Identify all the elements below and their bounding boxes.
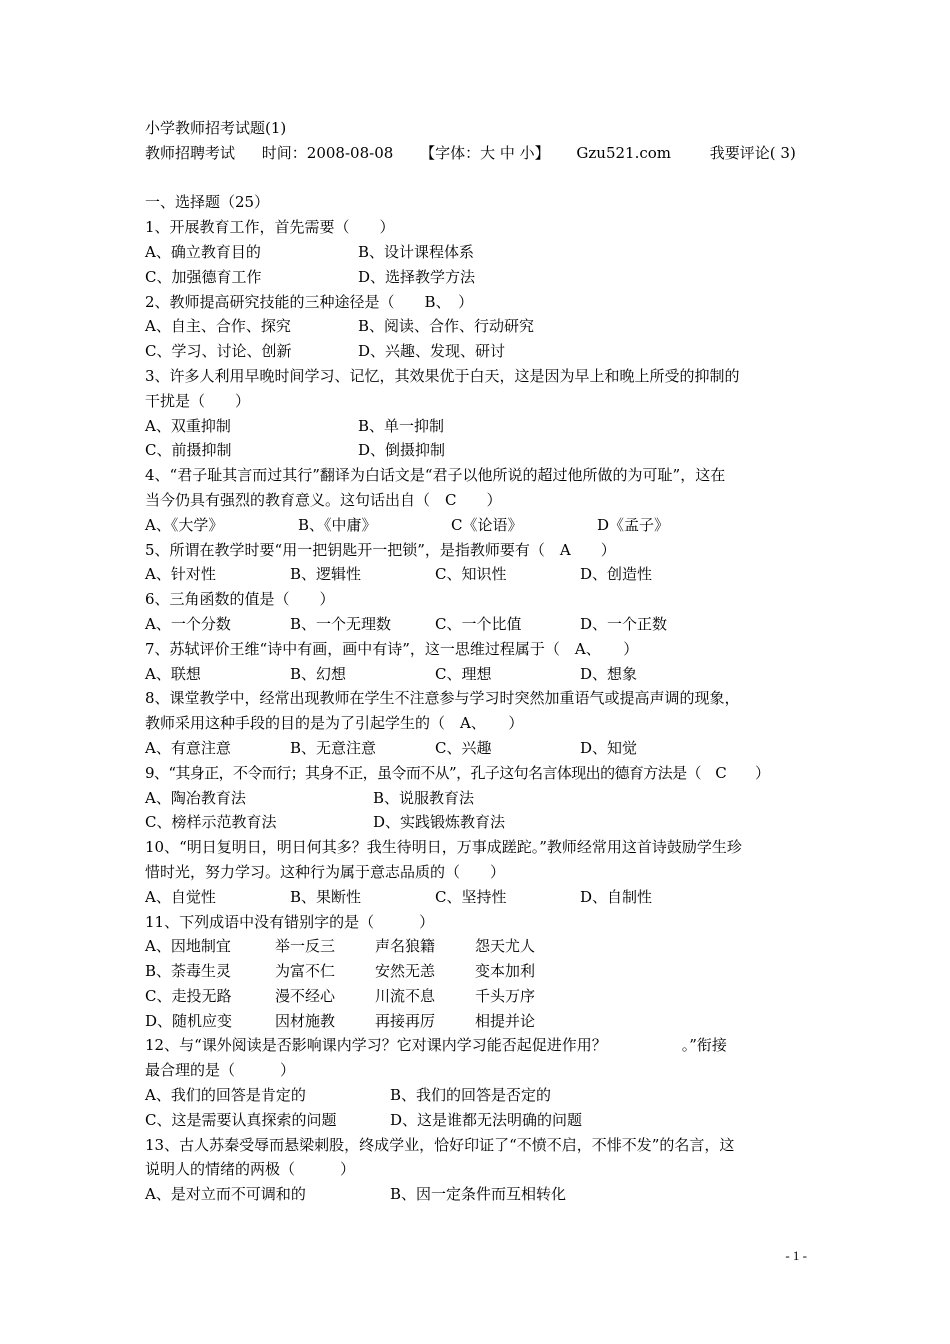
option-d: D、兴趣、发现、研讨	[358, 342, 506, 361]
option-b: B、阅读、合作、行动研究	[358, 317, 535, 336]
question-3-options-row-2	[145, 438, 810, 463]
option-a: A、自主、合作、探究	[145, 317, 291, 336]
question-6-options	[145, 612, 810, 637]
question-12-options-row-2	[145, 1108, 810, 1133]
option-c: C、加强德育工作	[145, 267, 262, 286]
option-d: D、知觉	[580, 738, 638, 757]
idiom: 漫不经心	[275, 986, 336, 1005]
idiom: 川流不息	[375, 986, 436, 1005]
question-1-options-row-2	[145, 265, 810, 290]
option-a: A、陶冶教育法	[145, 788, 246, 807]
question-5-options	[145, 562, 810, 587]
option-a: A、有意注意	[145, 738, 231, 757]
option-c: C、前摄抑制	[145, 441, 232, 460]
question-13-line-2: 说明人的情绪的两极（ ）	[145, 1160, 356, 1179]
question-8-options	[145, 736, 810, 761]
question-6: 6、三角函数的值是（ ）	[145, 590, 335, 609]
option-c: C、知识性	[435, 565, 507, 584]
option-b: B、逻辑性	[290, 565, 362, 584]
question-12-options-row-1	[145, 1083, 810, 1108]
question-11: 11、下列成语中没有错别字的是（ ）	[145, 912, 435, 931]
question-2: 2、教师提高研究技能的三种途径是（ B、 ）	[145, 292, 474, 311]
question-5: 5、所谓在教学时要“用一把钥匙开一把锁”，是指教师要有（ A ）	[145, 540, 616, 559]
question-11-option-a	[145, 934, 810, 959]
question-2-options-row-1	[145, 314, 810, 339]
question-12-line-1: 12、与“课外阅读是否影响课内学习？它对课内学习能否起促进作用？ 。”衔接	[145, 1036, 727, 1055]
question-3-options-row-1	[145, 414, 810, 439]
question-4-line-1: 4、“君子耻其言而过其行”翻译为白话文是“君子以他所说的超过他所做的为可耻”，这在	[145, 466, 726, 485]
option-b: B、一个无理数	[290, 614, 392, 633]
meta-category: 教师招聘考试	[145, 143, 236, 162]
option-b: B、果断性	[290, 887, 362, 906]
option-c: C、理想	[435, 664, 492, 683]
idiom: 相提并论	[475, 1011, 536, 1030]
question-8-line-2: 教师采用这种手段的目的是为了引起学生的（ A、 ）	[145, 714, 524, 733]
option-a: A、《大学》	[145, 515, 224, 534]
idiom: 千头万序	[475, 986, 536, 1005]
spacer	[145, 166, 810, 191]
idiom: A、因地制宜	[145, 937, 231, 956]
option-b: B、无意注意	[290, 738, 377, 757]
meta-site: Gzu521.com	[576, 143, 672, 162]
option-d: D、倒摄抑制	[358, 441, 446, 460]
option-d: D、创造性	[580, 565, 653, 584]
option-c: C、学习、讨论、创新	[145, 342, 292, 361]
question-4-line-2: 当今仍具有强烈的教育意义。这句话出自（ C ）	[145, 490, 502, 509]
option-a: A、确立教育目的	[145, 242, 261, 261]
question-1: 1、开展教育工作，首先需要（ ）	[145, 218, 395, 237]
question-3-line-2: 干扰是（ ）	[145, 391, 251, 410]
idiom: 变本加利	[475, 962, 536, 981]
option-b: B、幻想	[290, 664, 347, 683]
option-a: A、联想	[145, 664, 201, 683]
question-8-line-1: 8、课堂教学中，经常出现教师在学生不注意参与学习时突然加重语气或提高声调的现象，	[145, 689, 740, 708]
option-d: D、想象	[580, 664, 638, 683]
option-a: A、一个分数	[145, 614, 231, 633]
idiom: 举一反三	[275, 937, 336, 956]
question-11-option-d	[145, 1009, 810, 1034]
option-b: B、《中庸》	[298, 515, 377, 534]
question-2-options-row-2	[145, 339, 810, 364]
option-d: D、自制性	[580, 887, 653, 906]
idiom: 为富不仁	[275, 962, 336, 981]
question-7: 7、苏轼评价王维“诗中有画，画中有诗”，这一思维过程属于（ A、 ）	[145, 639, 639, 658]
option-d: D《孟子》	[597, 515, 670, 534]
question-1-options-row-1	[145, 240, 810, 265]
option-b: B、因一定条件而互相转化	[390, 1185, 567, 1204]
option-d: D、一个正数	[580, 614, 668, 633]
doc-meta	[145, 141, 810, 166]
question-13-options-row-1	[145, 1182, 810, 1207]
document-content	[145, 116, 810, 1207]
idiom: 怨天尤人	[475, 937, 536, 956]
idiom: 声名狼籍	[375, 937, 436, 956]
question-10-options	[145, 885, 810, 910]
option-d: D、选择教学方法	[358, 267, 476, 286]
meta-font-size: 【字体：大 中 小】	[420, 143, 550, 162]
question-9-options-row-1	[145, 786, 810, 811]
idiom: C、走投无路	[145, 986, 232, 1005]
option-c: C、这是需要认真探索的问题	[145, 1110, 337, 1129]
question-3-line-1: 3、许多人利用早晚时间学习、记忆，其效果优于白天，这是因为早上和晚上所受的抑制的	[145, 366, 740, 385]
option-b: B、我们的回答是否定的	[390, 1086, 552, 1105]
idiom: D、随机应变	[145, 1011, 233, 1030]
idiom: 因材施教	[275, 1011, 336, 1030]
option-b: B、单一抑制	[358, 416, 445, 435]
option-a: A、我们的回答是肯定的	[145, 1086, 306, 1105]
option-b: B、说服教育法	[373, 788, 475, 807]
page-number: - 1 -	[785, 1248, 807, 1263]
question-10-line-1: 10、“明日复明日，明日何其多？我生待明日，万事成蹉跎。”教师经常用这首诗鼓励学生珍	[145, 838, 742, 857]
question-12-line-2: 最合理的是（ ）	[145, 1061, 296, 1080]
idiom: 安然无恙	[375, 962, 436, 981]
option-c: C、兴趣	[435, 738, 492, 757]
option-c: C《论语》	[451, 515, 523, 534]
question-4-options	[145, 513, 810, 538]
section-heading: 一、选择题（25）	[145, 193, 270, 212]
question-13-line-1: 13、古人苏秦受辱而悬梁刺股，终成学业，恰好印证了“不愤不启，不悱不发”的名言，这	[145, 1135, 735, 1154]
question-9: 9、“其身正，不令而行；其身不正，虽令而不从”，孔子这句名言体现出的德育方法是（ C ）	[145, 763, 770, 782]
question-11-option-c	[145, 984, 810, 1009]
question-10-line-2: 惜时光，努力学习。这种行为属于意志品质的（ ）	[145, 862, 506, 881]
question-11-option-b	[145, 959, 810, 984]
option-b: B、设计课程体系	[358, 242, 475, 261]
option-a: A、自觉性	[145, 887, 216, 906]
meta-comment: 我要评论( 3)	[709, 143, 796, 162]
idiom: 再接再厉	[375, 1011, 436, 1030]
option-d: D、这是谁都无法明确的问题	[390, 1110, 583, 1129]
question-9-options-row-2	[145, 810, 810, 835]
option-d: D、实践锻炼教育法	[373, 813, 506, 832]
idiom: B、荼毒生灵	[145, 962, 232, 981]
doc-title: 小学教师招考试题(1)	[145, 119, 287, 137]
option-c: C、榜样示范教育法	[145, 813, 277, 832]
meta-time: 时间：2008-08-08	[261, 143, 394, 162]
option-c: C、一个比值	[435, 614, 522, 633]
option-a: A、针对性	[145, 565, 216, 584]
question-7-options	[145, 662, 810, 687]
option-a: A、双重抑制	[145, 416, 231, 435]
option-c: C、坚持性	[435, 887, 507, 906]
option-a: A、是对立而不可调和的	[145, 1185, 306, 1204]
